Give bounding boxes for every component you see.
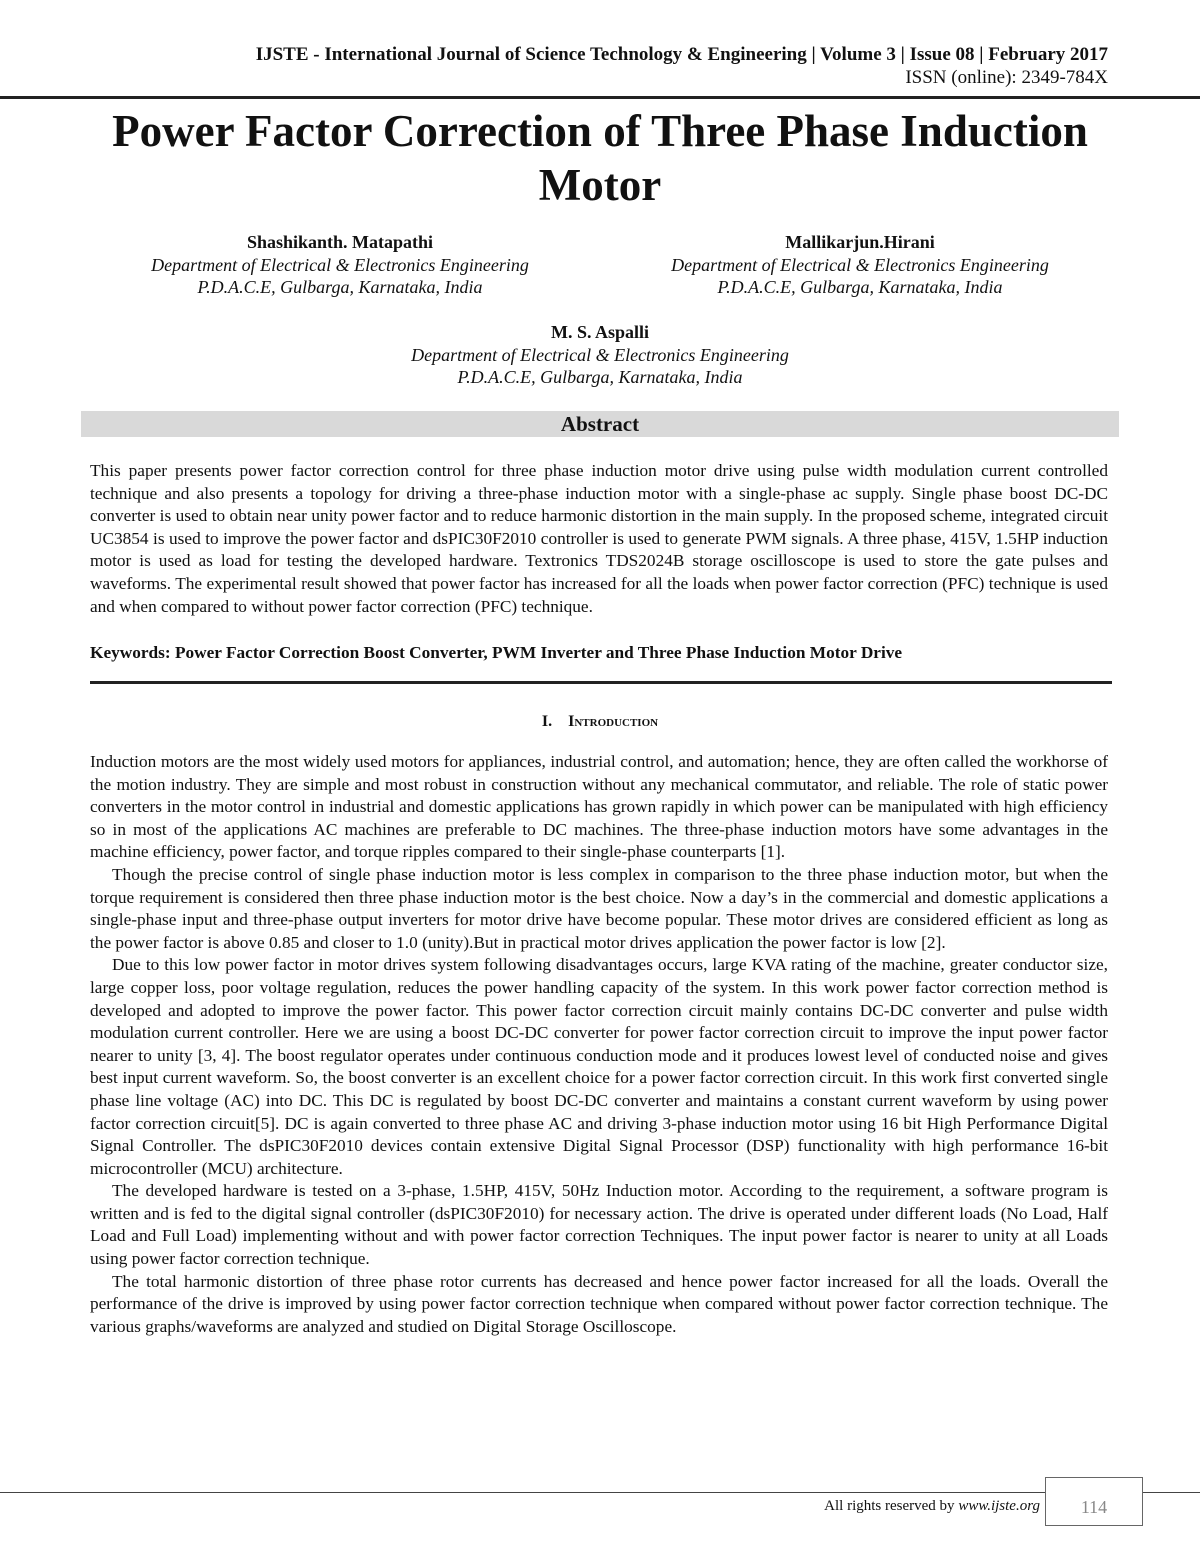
abstract-paragraph: This paper presents power factor correction control for three phase induction motor drive using pulse width modulation current controlled technique and also presents a topology for driving a three-phase induction motor with a single-phase ac supply. Single phase boost DC-DC converter is used to obtain near unity power factor and to reduce harmonic distortion in the main supply. In the proposed scheme, integrated circuit UC3854 is used to improve the power factor and dsPIC30F2010 controller is used to generate PWM signals. A three phase, 415V, 1.5HP induction motor is used as load for testing the developed hardware. Textronics TDS2024B storage oscilloscope is used to store the gate pulses and waveforms. The experimental result showed that power factor has increased for all the loads when power factor correction (PFC) technique is used and when compared to without power factor correction (PFC) technique. bbox=[90, 461, 1108, 616]
author-location: P.D.A.C.E, Gulbarga, Karnataka, India bbox=[457, 367, 743, 387]
section-title: Introduction bbox=[568, 713, 659, 730]
page-number: 114 bbox=[1080, 1497, 1108, 1517]
body-paragraph: The developed hardware is tested on a 3-phase, 1.5HP, 415V, 50Hz Induction motor. According to the requirement, a software program is written and is fed to the digital signal controller (dsPIC30F2010) for necessary action. The drive is operated under different loads (No Load, Half Load and Full Load) implementing without and with power factor correction Techniques. The input power factor is nearer to unity at all Loads using power factor correction technique. bbox=[90, 1181, 1108, 1269]
keywords-rule bbox=[90, 681, 1112, 684]
introduction-body bbox=[90, 751, 1108, 1338]
issn-line: ISSN (online): 2349-784X bbox=[905, 67, 1108, 88]
author-name: Mallikarjun.Hirani bbox=[785, 232, 935, 252]
running-header bbox=[256, 43, 1108, 89]
author-location: P.D.A.C.E, Gulbarga, Karnataka, India bbox=[197, 277, 483, 297]
author-department: Department of Electrical & Electronics Engineering bbox=[411, 344, 789, 365]
body-paragraph: Due to this low power factor in motor drives system following disadvantages occurs, large KVA rating of the machine, greater conductor size, large copper loss, poor voltage regulation, reduces the power handling capacity of the system. In this work power factor correction method is developed and adopted to improve the power factor. This power factor correction circuit mainly contains DC-DC converter and pulse width modulation current controller. Here we are using a boost DC-DC converter for power factor correction circuit to improve the input power factor nearer to unity [3, 4]. The boost regulator operates under continuous conduction mode and it produces lowest level of conducted noise and gives best input current waveform. So, the boost converter is an excellent choice for a power factor correction circuit. In this work first converted single phase line voltage (AC) into DC. This DC is regulated by boost DC-DC converter and maintains a constant current waveform by using power factor correction circuit[5]. DC is again converted to three phase AC and driving 3-phase induction motor using 16 bit High Performance Digital Signal Controller. The dsPIC30F2010 devices contain extensive Digital Signal Processor (DSP) functionality with high performance 16-bit microcontroller (MCU) architecture. bbox=[90, 955, 1108, 1178]
header-rule bbox=[0, 96, 1200, 99]
rights-text: All rights reserved by bbox=[824, 1498, 959, 1514]
body-paragraph: The total harmonic distortion of three phase rotor currents has decreased and hence power factor increased for all the loads. Overall the performance of the drive is improved by using power factor correction technique when compared without power factor correction technique. The various graphs/waveforms are analyzed and studied on Digital Storage Oscilloscope. bbox=[90, 1271, 1108, 1336]
author-name: M. S. Aspalli bbox=[550, 322, 650, 342]
author-department: Department of Electrical & Electronics Engineering bbox=[151, 254, 529, 275]
section-heading-introduction bbox=[90, 711, 1110, 733]
author-location: P.D.A.C.E, Gulbarga, Karnataka, India bbox=[717, 277, 1003, 297]
author-block-2 bbox=[610, 231, 1110, 299]
footer-rule bbox=[0, 1492, 1200, 1493]
keywords-line: Keywords: Power Factor Correction Boost Converter, PWM Inverter and Three Phase Induction Motor Drive bbox=[90, 643, 903, 662]
journal-site-link[interactable]: www.ijste.org bbox=[958, 1498, 1040, 1514]
section-number: I. bbox=[541, 713, 553, 730]
abstract-heading: Abstract bbox=[81, 411, 1119, 437]
author-name: Shashikanth. Matapathi bbox=[246, 232, 434, 252]
author-block-3 bbox=[350, 321, 850, 389]
body-paragraph: Though the precise control of single phase induction motor is less complex in comparison to the three phase induction motor, but when the torque requirement is considered then three phase induction motor is the best choice. Now a day’s in the commercial and domestic applications a single-phase input and three-phase output inverters for motor drive have become popular. These motor drives are considered efficient as long as the power factor is above 0.85 and closer to 1.0 (unity).But in practical motor drives application the power factor is low [2]. bbox=[90, 864, 1108, 952]
abstract-body bbox=[90, 460, 1108, 618]
paper-title: Power Factor Correction of Three Phase Induction Motor bbox=[112, 106, 1088, 210]
author-department: Department of Electrical & Electronics Engineering bbox=[671, 254, 1049, 275]
author-block-1 bbox=[90, 231, 590, 299]
footer-rights bbox=[824, 1497, 1040, 1515]
body-paragraph: Induction motors are the most widely used motors for appliances, industrial control, and automation; hence, they are often called the workhorse of the motion industry. They are simple and most robust in construction without any mechanical commutator, and reliable. The role of static power converters in the motor control in industrial and domestic applications has grown rapidly in which power can be manipulated with high efficiency so in most of the applications AC machines are preferable to DC machines. The three-phase induction motors have some advantages in the machine efficiency, power factor, and torque ripples compared to their single-phase counterparts [1]. bbox=[90, 752, 1108, 862]
journal-line: IJSTE - International Journal of Science Technology & Engineering | Volume 3 | Issue 08 | February 2017 bbox=[255, 44, 1108, 65]
